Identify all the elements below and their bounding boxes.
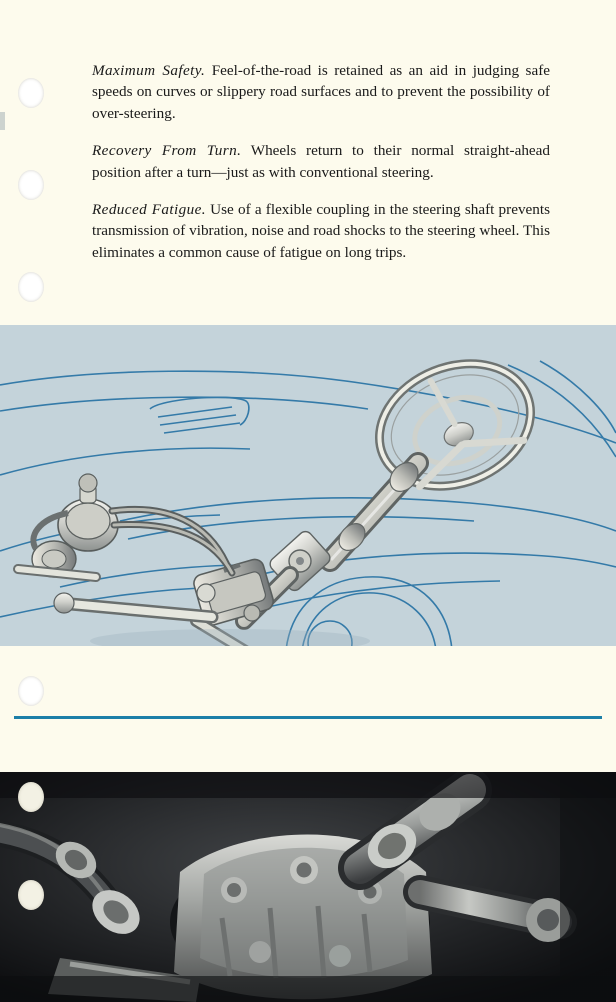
- binder-hole: [18, 880, 44, 910]
- paper-middle-area: [0, 650, 616, 772]
- paragraph-body-maximum-safety: Feel-of-the-road is retained as an aid in judging safe speeds on curves or slippery road surfaces and to prevent the possibility of over-steering.: [92, 62, 550, 122]
- page-edge-notch: [0, 112, 5, 130]
- steering-assembly-illustration: [0, 325, 616, 650]
- paragraph-lead-recovery-from-turn: Recovery From Turn.: [92, 142, 242, 160]
- body-text-block: [92, 60, 550, 263]
- binder-hole: [18, 272, 44, 302]
- binder-hole: [18, 782, 44, 812]
- paragraph-body-reduced-fatigue: Use of a flexible coupling in the steering shaft prevents transmission of vibration, noise and road shocks to the steering wheel. This eliminates a common cause of fatigue on long trips.: [92, 201, 551, 261]
- accent-divider-rule: [14, 716, 602, 719]
- paragraph-recovery-from-turn: [92, 140, 550, 183]
- binder-hole: [18, 78, 44, 108]
- paragraph-reduced-fatigue: [92, 199, 550, 263]
- binder-hole: [18, 170, 44, 200]
- paragraph-lead-reduced-fatigue: Reduced Fatigue.: [92, 201, 206, 219]
- paragraph-body-recovery-from-turn: Wheels return to their normal straight-ahead position after a turn—just as with conventional steering.: [92, 142, 550, 181]
- paragraph-maximum-safety: [92, 60, 550, 124]
- binder-hole: [18, 676, 44, 706]
- steering-gearbox-photograph: [0, 772, 616, 1002]
- paragraph-lead-maximum-safety: Maximum Safety.: [92, 62, 206, 79]
